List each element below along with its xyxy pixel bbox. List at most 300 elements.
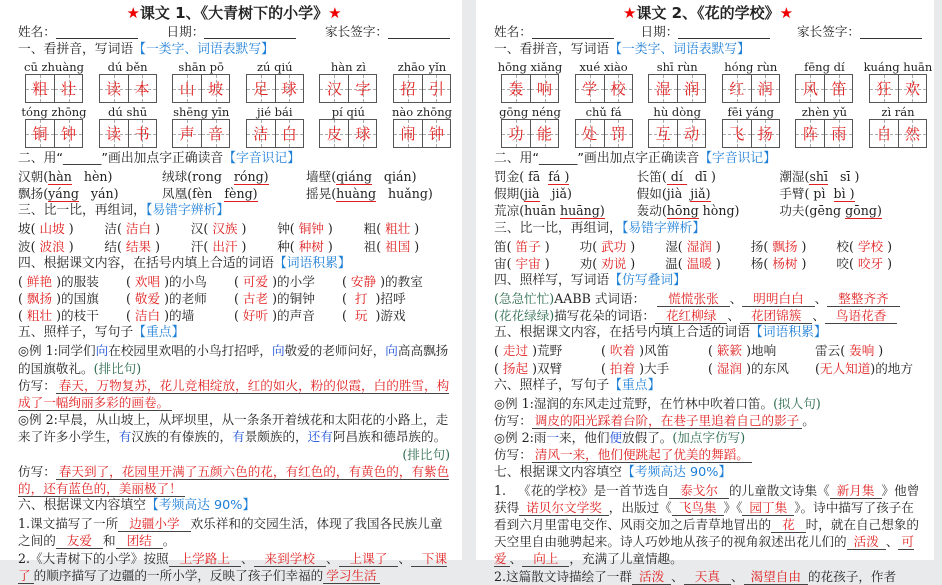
text: ( xyxy=(18,291,27,307)
tianzige-boxes xyxy=(722,119,780,148)
tianzige-cell xyxy=(128,120,156,147)
text: 。 xyxy=(162,533,176,549)
sentence-type-note: (花花绿绿) xyxy=(494,308,555,324)
answer-cell xyxy=(779,202,922,219)
info-field xyxy=(18,23,138,41)
tianzige-cell xyxy=(649,75,677,102)
text: 来，他们 xyxy=(559,430,610,446)
pinyin-label: chǔ fá xyxy=(585,105,622,119)
text: 祖( xyxy=(363,238,386,254)
answer-character: 钟 xyxy=(428,125,444,143)
pinyin-label: shī rùn xyxy=(656,60,698,74)
text: 阿昌族和德昂族的。 xyxy=(332,429,447,445)
answer-text: 扬起 xyxy=(502,360,529,376)
pinyin-word-item xyxy=(715,105,787,148)
answer-text: 古老 xyxy=(242,291,269,307)
pinyin-label: shēng yīn xyxy=(173,105,230,119)
text: ) xyxy=(64,238,74,254)
answer-character: 然 xyxy=(904,125,920,143)
answer-text: 活泼 xyxy=(847,534,886,550)
pinyin-label: pí qiú xyxy=(331,105,365,119)
pinyin-word-item xyxy=(641,105,713,148)
pinyin-word-item xyxy=(165,105,237,148)
text: 汗( xyxy=(190,238,213,254)
answer-text: 结果 xyxy=(125,238,152,254)
answer-character: 狂 xyxy=(876,80,892,98)
text: 笛( xyxy=(494,238,516,254)
answer-character: 闹 xyxy=(400,125,416,143)
text: 、 xyxy=(671,568,684,584)
answer-row xyxy=(494,238,922,255)
answer-cell xyxy=(779,168,922,185)
text: ( xyxy=(494,360,503,376)
emphasis-word: 向 xyxy=(271,343,285,359)
tianzige-cell xyxy=(677,120,705,147)
pinyin-word-item xyxy=(641,60,713,103)
text: )荒野 xyxy=(528,343,563,359)
answer-text: 来到学校 xyxy=(254,551,326,567)
tianzige-boxes xyxy=(319,74,377,103)
text: ) xyxy=(151,221,161,237)
tianzige-boxes xyxy=(648,74,706,103)
text: 。 xyxy=(802,413,815,429)
info-field xyxy=(641,23,771,41)
section-title: 五、根据课文内容，在括号内填上合适的词语 xyxy=(494,325,750,341)
text: ，充满了儿童情趣。 xyxy=(569,551,683,567)
answer-text: 可爱 xyxy=(242,273,269,289)
section-title: 一、看拼音，写词语 xyxy=(494,42,610,57)
pinyin-word-item xyxy=(788,105,860,148)
text: 校( xyxy=(836,238,858,254)
text-line xyxy=(18,377,450,411)
answer-text: 花团锦簇 xyxy=(740,308,812,324)
answer-character: 能 xyxy=(536,125,552,143)
answer-character: 响 xyxy=(536,80,552,98)
text: )的老师 xyxy=(160,291,207,307)
text: 假期( xyxy=(494,186,525,202)
pinyin-label: zì rán xyxy=(881,105,915,119)
text: ( xyxy=(601,343,610,359)
section-title: 四、照样写，写词语 xyxy=(494,273,610,289)
section-tag: 【词语积累】 xyxy=(749,325,827,341)
answer-character: 润 xyxy=(684,80,700,98)
answer-character: 球 xyxy=(281,80,297,98)
pinyin-label: cū zhuàng xyxy=(24,60,84,74)
answer-cell xyxy=(306,168,450,185)
text: 高高飘扬的国旗敬礼。 xyxy=(18,343,449,376)
section-heading xyxy=(494,272,922,290)
answer-text: 笛子 xyxy=(515,238,541,254)
text: AABB 式词语： xyxy=(554,291,658,307)
answer-row xyxy=(18,220,450,237)
text: 》《 xyxy=(723,499,743,515)
text: yán) xyxy=(78,186,119,202)
text-line xyxy=(494,307,922,324)
answer-text: shī xyxy=(809,169,829,184)
answer-text: 团结 xyxy=(116,533,163,549)
text-line xyxy=(494,482,922,568)
section-title: 四、根据课文内容，在括号内填上合适的词语 xyxy=(18,255,274,271)
text: ) xyxy=(151,238,161,254)
tianzige-boxes xyxy=(795,119,853,148)
tianzige-cell xyxy=(26,75,54,102)
emphasis-word: 向 xyxy=(385,343,398,359)
text: 、 xyxy=(730,568,744,584)
answer-row xyxy=(18,185,450,202)
emphasis-word: 还有 xyxy=(307,429,333,445)
answer-character: 罚 xyxy=(610,125,626,143)
answer-text: jiǎ) xyxy=(690,186,711,202)
tianzige-boxes xyxy=(99,119,157,148)
answer-cell xyxy=(342,290,450,307)
pinyin-label: gōng néng xyxy=(499,105,561,119)
pinyin-word-item xyxy=(18,60,90,103)
text: 和 xyxy=(102,533,116,549)
tianzige-cell xyxy=(502,120,530,147)
text: )的枝干 xyxy=(52,308,99,324)
text: 扬( xyxy=(750,238,773,254)
text: ( xyxy=(18,308,27,324)
section-tag: 【易错字辨析】 xyxy=(621,220,706,236)
text: 景颇族的， xyxy=(244,429,308,445)
text: 坡( xyxy=(18,221,40,237)
tianzige-cell xyxy=(576,120,604,147)
text: ( xyxy=(234,308,243,324)
pinyin-label: hù dòng xyxy=(653,105,701,119)
answer-cell xyxy=(126,273,234,290)
pinyin-word-item xyxy=(312,105,384,148)
section-heading xyxy=(18,255,450,273)
answer-cell xyxy=(18,220,104,237)
answer-cell xyxy=(836,255,922,272)
answer-text: 劝说 xyxy=(601,255,627,271)
text: 湿( xyxy=(665,238,687,254)
answer-text: 慌慌张张 xyxy=(657,291,729,307)
answer-text: huāng) xyxy=(559,203,605,219)
text: 、 xyxy=(812,308,825,324)
section-heading xyxy=(18,150,450,168)
text: dī ) xyxy=(686,169,716,184)
field-input[interactable] xyxy=(678,26,770,39)
text-line xyxy=(18,463,450,497)
section-title: 三、比一比，再组词， xyxy=(494,220,622,236)
text: huǎng) xyxy=(376,186,433,202)
text: 汉朝( xyxy=(18,169,49,184)
answer-row xyxy=(18,290,450,307)
section-title: 二、用“______”画出加点字正确读音 xyxy=(494,151,700,166)
text: )的教室 xyxy=(376,273,423,289)
text: 、 xyxy=(727,308,740,324)
answer-character: 坡 xyxy=(208,80,224,98)
answer-character: 动 xyxy=(684,125,700,143)
text: ( xyxy=(342,291,355,307)
answer-cell xyxy=(364,220,450,237)
tianzige-boxes xyxy=(99,74,157,103)
pinyin-label: nào zhōng xyxy=(391,105,452,119)
answer-row xyxy=(18,238,450,255)
answer-cell xyxy=(234,290,342,307)
answer-text: 簌簌 xyxy=(716,343,743,359)
text: ◎例 1:湿润的东风走过荒野，在竹林中吹着口笛。 xyxy=(494,395,774,411)
answer-text: 洁白 xyxy=(125,221,152,237)
answer-text: 无人知道 xyxy=(819,360,871,376)
pinyin-grid-row xyxy=(18,105,458,148)
tianzige-boxes xyxy=(722,74,780,103)
text: sī ) xyxy=(828,169,860,184)
text: ) xyxy=(883,255,893,271)
answer-character: 招 xyxy=(400,80,416,98)
pinyin-word-item xyxy=(312,60,384,103)
section-heading xyxy=(18,202,450,220)
pinyin-label: fēi yáng xyxy=(727,105,775,119)
answer-text: 明明白白 xyxy=(742,291,814,307)
text: ) xyxy=(540,238,550,254)
answer-text: 波浪 xyxy=(39,238,65,254)
tianzige-boxes xyxy=(393,119,451,148)
tianzige-cell xyxy=(649,120,677,147)
text: )的小学 xyxy=(268,273,315,289)
answer-text: hōng xyxy=(666,203,699,219)
text: ( xyxy=(601,360,610,376)
tianzige-cell xyxy=(751,75,779,102)
text: )的地方 xyxy=(870,360,913,376)
answer-cell xyxy=(665,255,751,272)
text: 钟( xyxy=(277,221,299,237)
star-icon: ★ xyxy=(622,4,637,22)
text: 墙壁( xyxy=(306,169,337,184)
section-tag: 【重点】 xyxy=(609,377,661,393)
answer-cell xyxy=(637,168,780,185)
answer-text: 温暖 xyxy=(686,255,712,271)
text: ( xyxy=(126,273,135,289)
answer-text: 种树 xyxy=(298,238,324,254)
text: ( xyxy=(708,360,717,376)
text: ) xyxy=(410,238,420,254)
answer-character: 洁 xyxy=(253,125,269,143)
answer-character: 白 xyxy=(281,125,297,143)
tianzige-boxes xyxy=(246,74,304,103)
text-line xyxy=(494,290,922,307)
text: ) xyxy=(237,238,247,254)
field-input[interactable] xyxy=(532,26,614,39)
tianzige-cell xyxy=(275,120,303,147)
answer-cell xyxy=(494,238,580,255)
field-input[interactable] xyxy=(56,26,138,39)
text: )风笛 xyxy=(635,343,670,359)
answer-cell xyxy=(601,360,708,377)
tianzige-boxes xyxy=(172,74,230,103)
answer-text: 诺贝尔文学奖 xyxy=(519,500,609,516)
answer-cell xyxy=(191,238,277,255)
answer-character: 声 xyxy=(179,125,195,143)
answer-cell xyxy=(342,307,450,324)
tianzige-cell xyxy=(751,120,779,147)
text: 》他曾获得 xyxy=(494,482,920,515)
tianzige-cell xyxy=(54,120,82,147)
pinyin-label: zhèn yǔ xyxy=(801,105,847,119)
answer-text: 春天到了，花园里开满了五颜六色的花，有红色的，有黄色的，有紫色的，还有蓝色的，美丽极了！ xyxy=(18,463,450,497)
answer-text: huàng xyxy=(336,186,377,202)
text: 时，就在自己想象的天空里自由驰骋起来。诗人巧妙地从孩子的视角叙述出花儿们的 xyxy=(494,517,920,550)
answer-text: 粗壮 xyxy=(26,308,53,324)
answer-row xyxy=(494,255,922,272)
text-line xyxy=(494,446,922,463)
answer-cell xyxy=(637,185,780,202)
field-input[interactable] xyxy=(860,26,922,39)
answer-character: 山 xyxy=(179,80,195,98)
sentence-type-note: (排比句) xyxy=(93,360,142,376)
pinyin-word-item xyxy=(862,60,934,103)
answer-character: 飞 xyxy=(729,125,745,143)
answer-text: 山坡 xyxy=(39,221,65,237)
answer-character: 学 xyxy=(582,80,598,98)
tianzige-cell xyxy=(576,75,604,102)
tianzige-boxes xyxy=(319,119,377,148)
answer-text: 天真 xyxy=(684,569,731,585)
tianzige-cell xyxy=(348,120,376,147)
answer-character: 读 xyxy=(106,80,122,98)
text: 雷云( xyxy=(815,343,850,359)
tianzige-cell xyxy=(100,120,128,147)
text: 功( xyxy=(579,238,602,254)
answer-character: 欢 xyxy=(904,80,920,98)
tianzige-cell xyxy=(604,75,632,102)
answer-text: 下课了 xyxy=(18,550,448,583)
tianzige-cell xyxy=(796,120,824,147)
emphasis-word: 有 xyxy=(118,429,132,445)
answer-text: yáng xyxy=(48,186,79,202)
field-input[interactable] xyxy=(388,26,450,39)
text-line xyxy=(494,429,922,446)
text: ) xyxy=(64,221,74,237)
info-field xyxy=(797,23,922,41)
text: )双臂 xyxy=(528,360,563,376)
text: 的儿童散文诗集《 xyxy=(728,482,830,498)
answer-text: 好听 xyxy=(242,308,269,324)
text: ( xyxy=(126,308,135,324)
answer-character: 铜 xyxy=(32,125,48,143)
tianzige-cell xyxy=(723,120,751,147)
text: ) xyxy=(410,221,420,237)
text: 结( xyxy=(104,238,126,254)
tianzige-cell xyxy=(247,120,275,147)
section-heading xyxy=(494,150,922,168)
tianzige-cell xyxy=(898,75,926,102)
text: 1. 《花的学校》是一首节选自 xyxy=(494,482,670,498)
pinyin-grid-row xyxy=(494,60,934,103)
answer-cell xyxy=(494,168,637,185)
answer-text: 活泼 xyxy=(632,569,671,585)
pinyin-word-item xyxy=(494,105,566,148)
answer-text: 上学路上 xyxy=(169,551,241,567)
text: 2.《大青树下的小学》按照 xyxy=(18,550,169,566)
pinyin-label: dú shū xyxy=(108,105,148,119)
section-tag: 【重点】 xyxy=(133,325,185,341)
answer-character: 校 xyxy=(610,80,626,98)
text: ) xyxy=(323,238,333,254)
text: )的声音 xyxy=(268,308,315,324)
tianzige-cell xyxy=(320,120,348,147)
info-field xyxy=(325,23,450,41)
text: 咬( xyxy=(836,255,858,271)
field-input[interactable] xyxy=(204,26,296,39)
emphasis-word: 一 xyxy=(546,430,560,446)
tianzige-cell xyxy=(275,75,303,102)
answer-character: 字 xyxy=(355,80,371,98)
answer-row xyxy=(18,273,450,290)
answer-character: 钟 xyxy=(60,125,76,143)
text: 仿写： xyxy=(18,463,56,479)
title-text: 课文 1、《大青树下的小学》 xyxy=(139,4,329,22)
answer-text: 飞鸟集 xyxy=(672,500,724,516)
tianzige-cell xyxy=(898,120,926,147)
info-field xyxy=(494,23,614,41)
answer-cell xyxy=(580,238,666,255)
answer-row xyxy=(494,202,922,219)
text: )大手 xyxy=(635,360,670,376)
answer-cell xyxy=(836,238,922,255)
pinyin-word-item xyxy=(239,60,311,103)
answer-text: 安静 xyxy=(350,273,377,289)
text: 罚金( fā xyxy=(494,169,549,184)
answer-text: 学习生活 xyxy=(323,568,379,584)
answer-cell xyxy=(18,168,162,185)
answer-cell xyxy=(364,238,450,255)
text-line xyxy=(18,446,450,463)
field-label: 家长签字： xyxy=(325,24,388,39)
student-info-fields xyxy=(494,23,922,41)
tianzige-boxes xyxy=(25,119,83,148)
answer-cell xyxy=(234,273,342,290)
answer-character: 处 xyxy=(582,125,598,143)
tianzige-cell xyxy=(201,120,229,147)
tianzige-cell xyxy=(247,75,275,102)
pinyin-label: tóng zhōng xyxy=(21,105,87,119)
text: ) xyxy=(626,255,636,271)
tianzige-cell xyxy=(422,75,450,102)
text: 长笛( xyxy=(636,169,667,184)
text: 手臂( pì xyxy=(779,186,834,202)
text: 的顺序描写了边疆的一所小学，反映了孩子们幸福的 xyxy=(33,567,324,583)
pinyin-word-item xyxy=(862,105,934,148)
emphasis-word: 向 xyxy=(95,343,109,359)
text: ( xyxy=(342,273,351,289)
tianzige-boxes xyxy=(869,74,927,103)
text: 摇晃( xyxy=(306,186,337,202)
section-tag: 【仿写叠词】 xyxy=(609,273,686,289)
tianzige-cell xyxy=(502,75,530,102)
text: 、 xyxy=(325,550,339,566)
answer-text: 渴望自由 xyxy=(744,569,808,585)
text: ) xyxy=(883,238,893,254)
section-title: 六、照样子，写句子 xyxy=(494,377,610,393)
text: ( xyxy=(234,273,243,289)
answer-text: 敬爱 xyxy=(134,291,161,307)
answer-cell xyxy=(104,220,190,237)
text: 敬爱的老师问好， xyxy=(284,343,386,359)
answer-text: 向上 xyxy=(522,551,569,567)
text: ) xyxy=(626,238,636,254)
text: 功夫(gēng xyxy=(779,203,846,219)
tianzige-cell xyxy=(100,75,128,102)
text: ( xyxy=(494,343,503,359)
answer-cell xyxy=(126,290,234,307)
text-line xyxy=(18,342,450,376)
answer-text: róng) xyxy=(233,169,269,184)
pinyin-label: jié bái xyxy=(256,105,293,119)
answer-character: 音 xyxy=(208,125,224,143)
tianzige-boxes xyxy=(575,74,633,103)
